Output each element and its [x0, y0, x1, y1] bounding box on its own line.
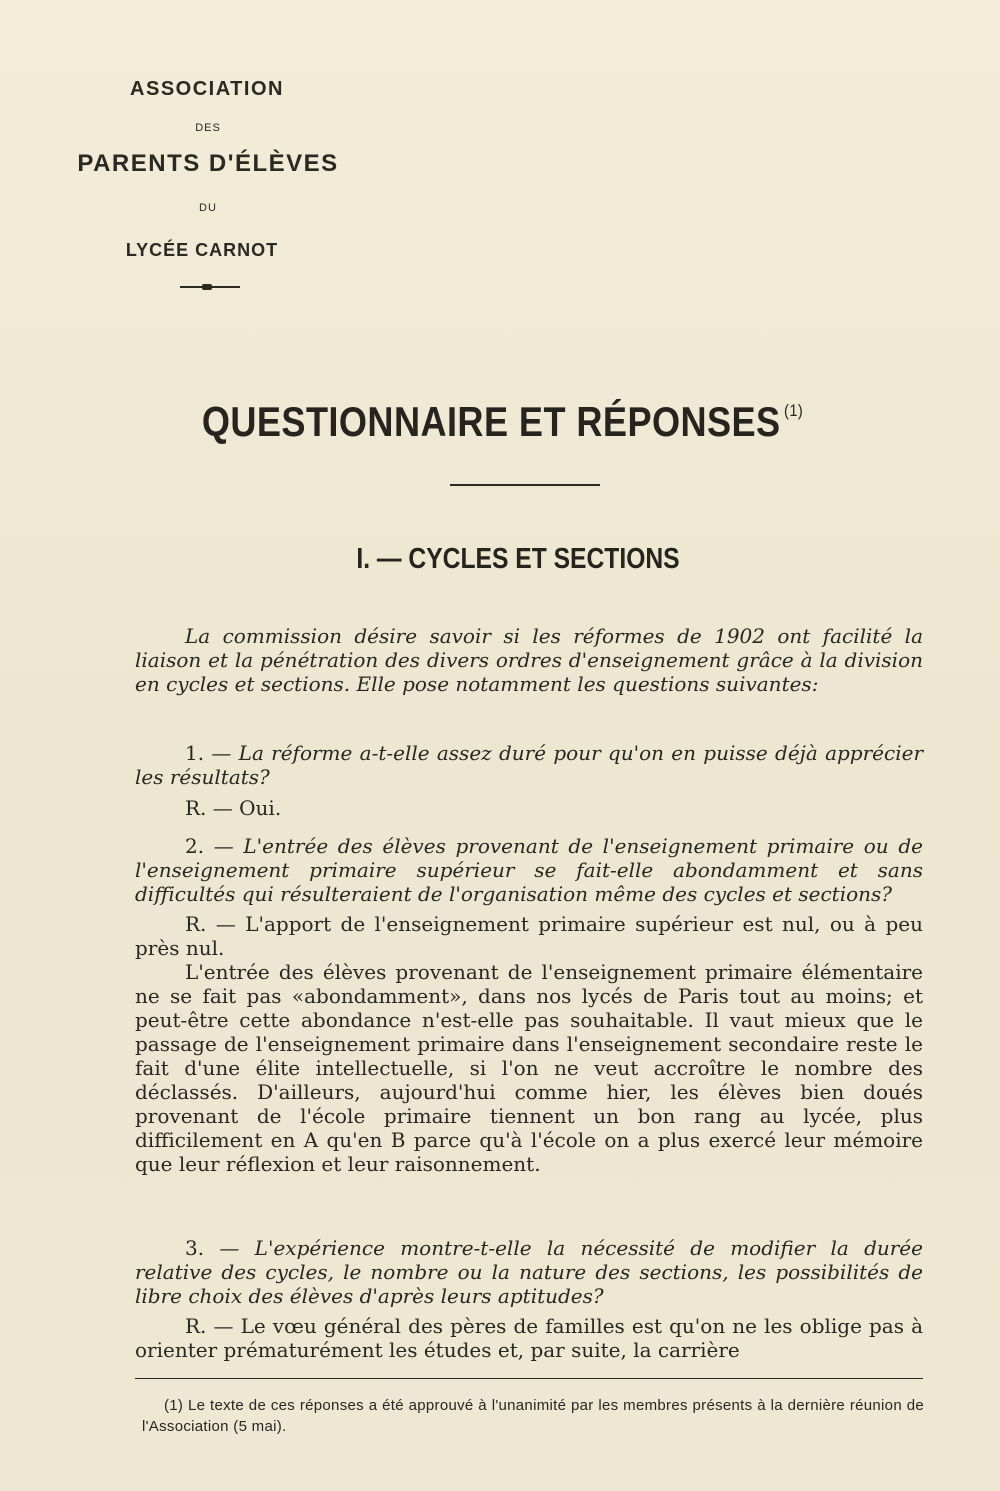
answer-3-text: Le vœu général des pères de familles est qu'on ne les oblige pas à orienter prématurément les études et, par suite, la carrière	[135, 1314, 923, 1362]
answer-3-prefix: R. —	[185, 1314, 234, 1338]
footnote: (1) Le texte de ces réponses a été approuvé à l'unanimité par les membres présents à la dernière réunion de l'Association (5 mai).	[142, 1397, 924, 1435]
intro-paragraph	[135, 624, 923, 696]
answer-3	[135, 1314, 923, 1362]
question-2	[135, 834, 923, 1176]
question-1-question: La réforme a-t-elle assez duré pour qu'on en puisse déjà apprécier les résultats?	[135, 741, 924, 789]
intro-text: La commission désire savoir si les réformes de 1902 ont facilité la liaison et la pénétration des divers ordres d'enseignement grâce à la division en cycles et sections. Elle pose notamment les questions suivantes:	[135, 624, 923, 696]
header-lycee: LYCÉE CARNOT	[125, 240, 279, 260]
section-heading: I. — CYCLES ET SECTIONS	[356, 543, 680, 575]
title-rule	[450, 484, 600, 486]
header-des: DES	[195, 122, 221, 134]
header-du: DU	[199, 202, 217, 214]
title-footnote-mark: (1)	[784, 401, 804, 420]
question-2-question: L'entrée des élèves provenant de l'enseignement primaire ou de l'enseignement primaire supérieur se fait-elle abondamment et sans difficultés qui résulteraient de l'organisation même des cycles et sections?	[135, 834, 923, 906]
answer-2-part-1	[135, 912, 923, 960]
answer-2-prefix: R. —	[185, 912, 236, 936]
footnote-rule	[135, 1378, 923, 1379]
answer-1-text: Oui.	[239, 796, 282, 820]
question-3-text	[135, 1236, 923, 1308]
answer-1-prefix: R. —	[185, 796, 233, 820]
question-3-number: 3. —	[185, 1236, 240, 1260]
question-2-text	[135, 834, 923, 906]
answer-2-text-1: L'apport de l'enseignement primaire supérieur est nul, ou à peu près nul.	[135, 912, 924, 960]
question-1	[135, 741, 923, 820]
page-title-text: QUESTIONNAIRE ET RÉPONSES	[201, 398, 781, 445]
header-parents: PARENTS D'ÉLÈVES	[77, 150, 339, 177]
page-title	[73, 398, 933, 446]
header-association: ASSOCIATION	[130, 78, 284, 100]
question-1-number: 1. —	[185, 741, 232, 765]
header-ornament	[180, 286, 240, 288]
question-3	[135, 1236, 923, 1362]
answer-2-part-2: L'entrée des élèves provenant de l'enseignement primaire élémentaire ne se fait pas «abondamment», dans nos lycés de Paris tout au moins; et peut-être cette abondance n'est-elle pas souhaitable. Il vaut mieux que le passage de l'enseignement primaire dans l'enseignement secondaire reste le fait d'une élite intellectuelle, si l'on ne veut accroître le nombre des déclassés. D'ailleurs, aujourd'hui comme hier, les élèves bien doués provenant de l'école primaire tiennent un bon rang au lycée, plus difficilement en A qu'en B parce qu'à l'école on a plus exercé leur mémoire que leur réflexion et leur raisonnement.	[135, 960, 923, 1176]
question-2-number: 2. —	[185, 834, 234, 858]
question-3-question: L'expérience montre-t-elle la nécessité de modifier la durée relative des cycles, le nombre ou la nature des sections, les possibilités de libre choix des élèves d'après leurs aptitudes?	[135, 1236, 923, 1308]
question-1-text	[135, 741, 923, 789]
answer-1	[135, 796, 923, 820]
